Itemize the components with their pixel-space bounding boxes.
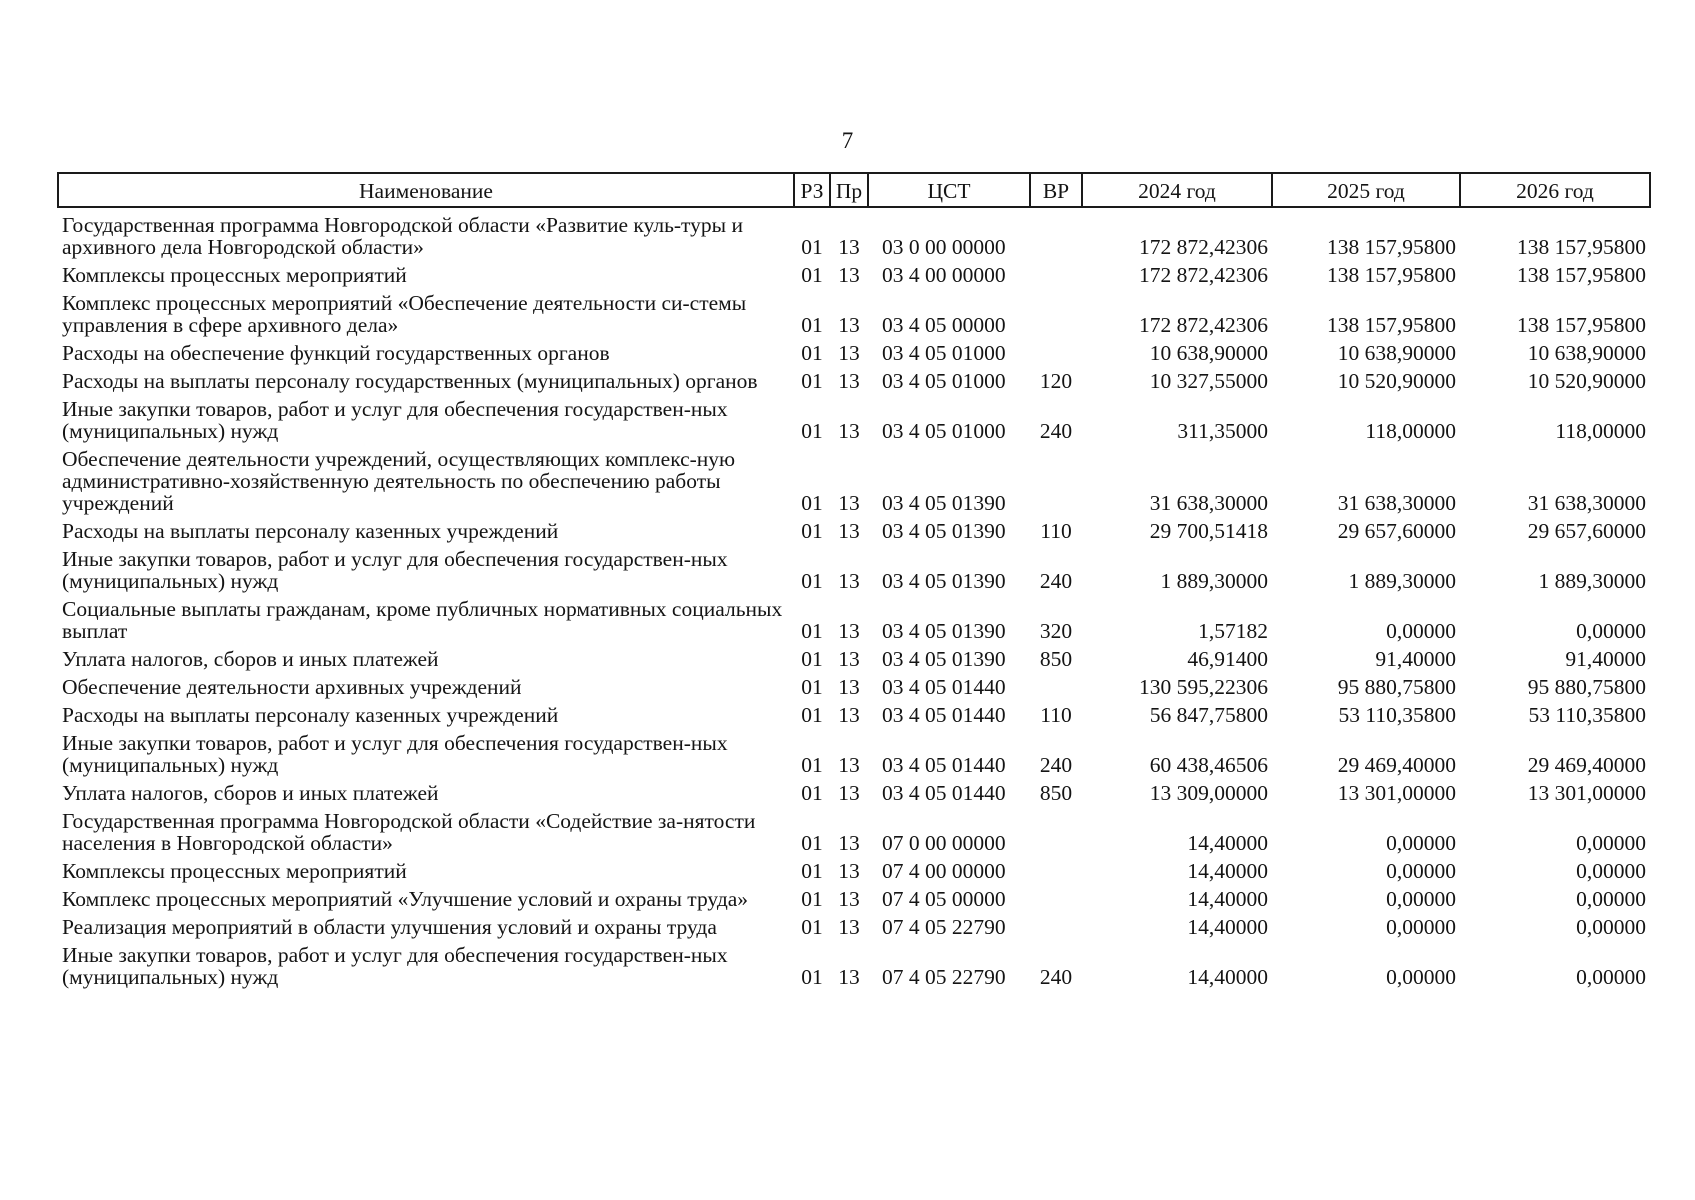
row-amount-2024: 14,40000	[1187, 965, 1268, 989]
row-amount-2025: 138 157,95800	[1327, 313, 1456, 337]
row-name: Расходы на выплаты персоналу государственных (муниципальных) органов	[62, 369, 758, 393]
row-rz: 01	[801, 887, 823, 911]
row-vr: 120	[1039, 369, 1073, 393]
row-amount-2025: 0,00000	[1386, 965, 1456, 989]
row-cst: 03 4 00 00000	[882, 263, 1006, 287]
row-vr	[1030, 258, 1082, 286]
row-amount-2024: 14,40000	[1187, 859, 1268, 883]
row-cst: 07 4 05 22790	[882, 965, 1006, 989]
row-amount-2024: 311,35000	[1177, 419, 1268, 443]
row-name: Иные закупки товаров, работ и услуг для обеспечения государствен-ных (муниципальных) нужд	[62, 943, 728, 989]
table-row	[58, 286, 1650, 336]
header-rz: РЗ	[794, 173, 830, 207]
header-2024: 2024 год	[1082, 173, 1272, 207]
table-row	[58, 336, 1650, 364]
row-amount-2024: 46,91400	[1187, 647, 1268, 671]
row-cst: 03 4 05 01440	[882, 781, 1006, 805]
header-cst: ЦСТ	[868, 173, 1030, 207]
row-name: Комплекс процессных мероприятий «Обеспечение деятельности си-стемы управления в сфере архивного дела»	[62, 291, 747, 337]
row-vr	[1030, 670, 1082, 698]
table-row	[58, 442, 1650, 514]
row-amount-2024: 1 889,30000	[1160, 569, 1268, 593]
table-row	[58, 592, 1650, 642]
row-name: Государственная программа Новгородской области «Развитие куль-туры и архивного дела Новгородской области»	[62, 213, 743, 259]
row-rz: 01	[801, 313, 823, 337]
row-amount-2026: 31 638,30000	[1527, 491, 1646, 515]
row-amount-2026: 138 157,95800	[1517, 263, 1646, 287]
table-row	[58, 910, 1650, 938]
table-row	[58, 542, 1650, 592]
header-name: Наименование	[58, 173, 794, 207]
row-amount-2025: 138 157,95800	[1327, 263, 1456, 287]
row-rz: 01	[801, 675, 823, 699]
table-row	[58, 207, 1650, 258]
row-pr: 13	[838, 753, 860, 777]
row-name: Иные закупки товаров, работ и услуг для обеспечения государствен-ных (муниципальных) нужд	[62, 731, 728, 777]
table-row	[58, 882, 1650, 910]
row-pr: 13	[838, 569, 860, 593]
row-amount-2025: 0,00000	[1386, 831, 1456, 855]
row-pr: 13	[838, 313, 860, 337]
row-cst: 03 0 00 00000	[882, 235, 1006, 259]
row-amount-2026: 118,00000	[1555, 419, 1646, 443]
row-cst: 03 4 05 01390	[882, 519, 1006, 543]
row-amount-2024: 14,40000	[1187, 887, 1268, 911]
row-rz: 01	[801, 703, 823, 727]
row-rz: 01	[801, 235, 823, 259]
row-amount-2024: 172 872,42306	[1139, 235, 1268, 259]
row-cst: 03 4 05 01390	[882, 647, 1006, 671]
row-amount-2026: 138 157,95800	[1517, 313, 1646, 337]
row-name: Иные закупки товаров, работ и услуг для обеспечения государствен-ных (муниципальных) нужд	[62, 397, 728, 443]
row-cst: 07 4 05 22790	[882, 915, 1006, 939]
row-name: Уплата налогов, сборов и иных платежей	[62, 781, 439, 805]
row-amount-2026: 29 469,40000	[1527, 753, 1646, 777]
row-pr: 13	[838, 675, 860, 699]
row-rz: 01	[801, 781, 823, 805]
row-pr: 13	[838, 619, 860, 643]
row-amount-2026: 13 301,00000	[1527, 781, 1646, 805]
row-cst: 03 4 05 01390	[882, 619, 1006, 643]
row-name: Уплата налогов, сборов и иных платежей	[62, 647, 439, 671]
header-row	[58, 173, 1650, 207]
table-row	[58, 726, 1650, 776]
row-amount-2024: 29 700,51418	[1149, 519, 1268, 543]
row-amount-2025: 10 638,90000	[1337, 341, 1456, 365]
row-pr: 13	[838, 703, 860, 727]
row-cst: 03 4 05 01000	[882, 341, 1006, 365]
row-amount-2025: 53 110,35800	[1338, 703, 1456, 727]
row-amount-2024: 14,40000	[1187, 915, 1268, 939]
row-vr	[1030, 910, 1082, 938]
row-amount-2024: 13 309,00000	[1149, 781, 1268, 805]
row-amount-2026: 95 880,75800	[1527, 675, 1646, 699]
row-name: Обеспечение деятельности учреждений, осуществляющих комплекс-ную административно-хозяйственную деятельность по обеспечению работы учреждений	[62, 447, 736, 515]
row-cst: 03 4 05 00000	[882, 313, 1006, 337]
row-name: Расходы на обеспечение функций государственных органов	[62, 341, 610, 365]
row-name: Иные закупки товаров, работ и услуг для обеспечения государствен-ных (муниципальных) нужд	[62, 547, 728, 593]
row-vr	[1030, 882, 1082, 910]
header-vr: ВР	[1030, 173, 1082, 207]
table-row	[58, 364, 1650, 392]
row-amount-2025: 29 469,40000	[1337, 753, 1456, 777]
row-vr	[1030, 854, 1082, 882]
table-row	[58, 642, 1650, 670]
row-pr: 13	[838, 263, 860, 287]
row-cst: 03 4 05 01440	[882, 703, 1006, 727]
row-cst: 07 4 05 00000	[882, 887, 1006, 911]
table-row	[58, 776, 1650, 804]
table-body	[58, 207, 1650, 988]
row-amount-2025: 118,00000	[1365, 419, 1456, 443]
row-amount-2026: 0,00000	[1576, 831, 1646, 855]
row-pr: 13	[838, 235, 860, 259]
row-name: Обеспечение деятельности архивных учреждений	[62, 675, 522, 699]
row-name: Социальные выплаты гражданам, кроме публичных нормативных социальных выплат	[62, 597, 783, 643]
row-pr: 13	[838, 831, 860, 855]
row-cst: 03 4 05 01390	[882, 569, 1006, 593]
row-amount-2026: 0,00000	[1576, 619, 1646, 643]
row-amount-2026: 29 657,60000	[1527, 519, 1646, 543]
row-pr: 13	[838, 781, 860, 805]
row-cst: 03 4 05 01390	[882, 491, 1006, 515]
row-amount-2025: 1 889,30000	[1348, 569, 1456, 593]
row-vr	[1030, 336, 1082, 364]
row-vr	[1030, 207, 1082, 258]
table-row	[58, 392, 1650, 442]
row-rz: 01	[801, 263, 823, 287]
row-amount-2026: 138 157,95800	[1517, 235, 1646, 259]
row-amount-2024: 130 595,22306	[1139, 675, 1268, 699]
table-row	[58, 854, 1650, 882]
row-name: Комплексы процессных мероприятий	[62, 859, 407, 883]
row-amount-2026: 1 889,30000	[1538, 569, 1646, 593]
row-pr: 13	[838, 519, 860, 543]
row-amount-2026: 0,00000	[1576, 915, 1646, 939]
row-name: Комплекс процессных мероприятий «Улучшение условий и охраны труда»	[62, 887, 749, 911]
row-rz: 01	[801, 369, 823, 393]
row-name: Расходы на выплаты персоналу казенных учреждений	[62, 519, 559, 543]
row-pr: 13	[838, 965, 860, 989]
row-pr: 13	[838, 491, 860, 515]
header-2025: 2025 год	[1272, 173, 1460, 207]
row-amount-2026: 0,00000	[1576, 859, 1646, 883]
row-vr: 850	[1039, 647, 1073, 671]
row-amount-2025: 10 520,90000	[1337, 369, 1456, 393]
row-vr	[1030, 286, 1082, 336]
row-name: Государственная программа Новгородской области «Содействие за-нятости населения в Новгородской области»	[62, 809, 756, 855]
row-vr: 320	[1039, 619, 1073, 643]
header-2026: 2026 год	[1460, 173, 1650, 207]
row-vr: 240	[1039, 419, 1073, 443]
row-pr: 13	[838, 859, 860, 883]
table-header	[58, 173, 1650, 207]
row-amount-2025: 0,00000	[1386, 619, 1456, 643]
row-rz: 01	[801, 915, 823, 939]
row-name: Комплексы процессных мероприятий	[62, 263, 407, 287]
page-number: 7	[841, 128, 854, 153]
row-rz: 01	[801, 965, 823, 989]
table-row	[58, 804, 1650, 854]
table-row	[58, 258, 1650, 286]
row-name: Расходы на выплаты персоналу казенных учреждений	[62, 703, 559, 727]
row-amount-2026: 10 638,90000	[1527, 341, 1646, 365]
row-name: Реализация мероприятий в области улучшения условий и охраны труда	[62, 915, 717, 939]
row-cst: 03 4 05 01440	[882, 675, 1006, 699]
row-rz: 01	[801, 831, 823, 855]
row-pr: 13	[838, 887, 860, 911]
row-amount-2025: 29 657,60000	[1337, 519, 1456, 543]
row-vr: 240	[1039, 965, 1073, 989]
row-pr: 13	[838, 647, 860, 671]
row-amount-2026: 91,40000	[1565, 647, 1646, 671]
row-vr	[1030, 442, 1082, 514]
row-pr: 13	[838, 915, 860, 939]
row-vr: 850	[1039, 781, 1073, 805]
row-amount-2025: 13 301,00000	[1337, 781, 1456, 805]
row-amount-2024: 31 638,30000	[1149, 491, 1268, 515]
row-amount-2024: 1,57182	[1198, 619, 1268, 643]
row-rz: 01	[801, 519, 823, 543]
row-amount-2024: 56 847,75800	[1149, 703, 1268, 727]
row-amount-2026: 0,00000	[1576, 965, 1646, 989]
row-amount-2025: 31 638,30000	[1337, 491, 1456, 515]
row-amount-2026: 10 520,90000	[1527, 369, 1646, 393]
row-cst: 07 0 00 00000	[882, 831, 1006, 855]
row-amount-2025: 95 880,75800	[1337, 675, 1456, 699]
row-amount-2024: 10 638,90000	[1149, 341, 1268, 365]
row-vr: 240	[1039, 569, 1073, 593]
row-pr: 13	[838, 369, 860, 393]
row-cst: 07 4 00 00000	[882, 859, 1006, 883]
row-amount-2025: 0,00000	[1386, 859, 1456, 883]
row-amount-2025: 91,40000	[1375, 647, 1456, 671]
row-cst: 03 4 05 01000	[882, 369, 1006, 393]
row-pr: 13	[838, 341, 860, 365]
row-cst: 03 4 05 01440	[882, 753, 1006, 777]
row-vr: 240	[1039, 753, 1073, 777]
row-rz: 01	[801, 859, 823, 883]
table-row	[58, 938, 1650, 988]
row-rz: 01	[801, 569, 823, 593]
table-row	[58, 514, 1650, 542]
row-rz: 01	[801, 341, 823, 365]
row-amount-2026: 53 110,35800	[1528, 703, 1646, 727]
row-rz: 01	[801, 491, 823, 515]
row-amount-2024: 14,40000	[1187, 831, 1268, 855]
budget-table	[57, 172, 1651, 988]
row-vr: 110	[1040, 519, 1072, 543]
row-amount-2024: 60 438,46506	[1149, 753, 1268, 777]
row-amount-2025: 138 157,95800	[1327, 235, 1456, 259]
row-amount-2024: 172 872,42306	[1139, 313, 1268, 337]
row-amount-2026: 0,00000	[1576, 887, 1646, 911]
row-cst: 03 4 05 01000	[882, 419, 1006, 443]
row-rz: 01	[801, 647, 823, 671]
row-amount-2025: 0,00000	[1386, 915, 1456, 939]
table-row	[58, 698, 1650, 726]
row-vr: 110	[1040, 703, 1072, 727]
table-row	[58, 670, 1650, 698]
row-rz: 01	[801, 419, 823, 443]
row-amount-2025: 0,00000	[1386, 887, 1456, 911]
row-rz: 01	[801, 753, 823, 777]
row-rz: 01	[801, 619, 823, 643]
row-amount-2024: 10 327,55000	[1149, 369, 1268, 393]
row-amount-2024: 172 872,42306	[1139, 263, 1268, 287]
header-pr: Пр	[830, 173, 868, 207]
row-pr: 13	[838, 419, 860, 443]
row-vr	[1030, 804, 1082, 854]
